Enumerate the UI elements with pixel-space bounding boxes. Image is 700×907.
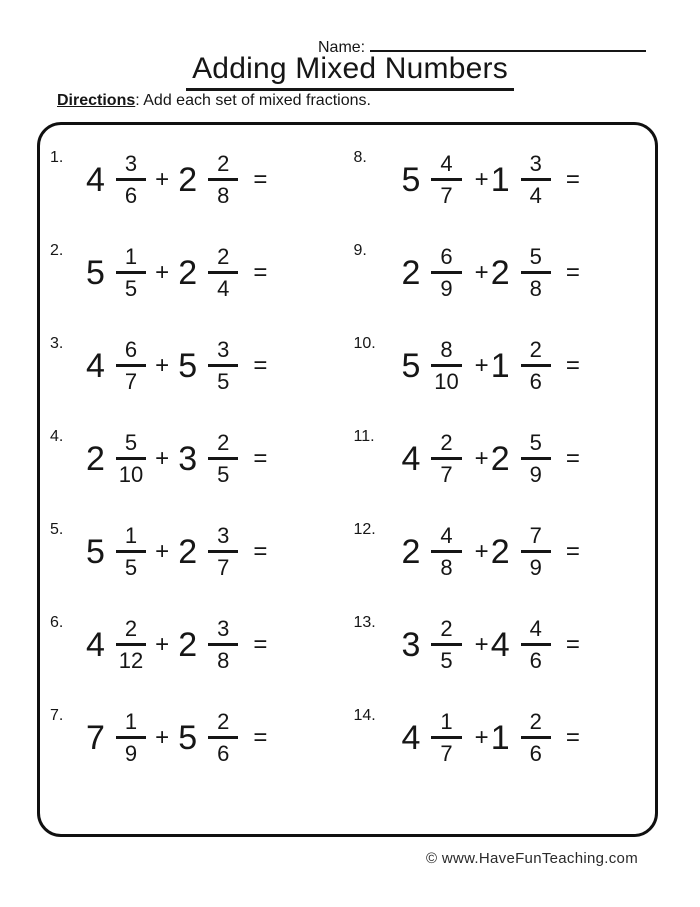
first-denominator: 8 (440, 555, 453, 580)
problem-number: 9. (353, 242, 367, 259)
first-numerator: 1 (116, 524, 146, 553)
directions-label: Directions (57, 92, 136, 109)
first-whole-number: 4 (86, 625, 105, 664)
second-denominator: 6 (529, 369, 542, 394)
second-numerator: 2 (208, 431, 238, 460)
name-fill-in-line (370, 37, 646, 52)
first-denominator: 10 (118, 462, 144, 487)
second-whole-number: 1 (490, 346, 510, 385)
second-fraction (208, 710, 238, 765)
equals-sign: = (565, 165, 580, 193)
first-denominator: 12 (118, 648, 144, 673)
second-numerator: 5 (521, 245, 551, 274)
second-fraction (521, 152, 551, 207)
first-denominator: 5 (124, 276, 138, 301)
first-fraction (116, 431, 146, 486)
second-whole-number: 2 (178, 160, 198, 199)
directions (57, 92, 371, 110)
problem-number: 4. (50, 428, 64, 445)
title-wrap (0, 52, 700, 91)
plus-sign: + (155, 444, 170, 472)
second-denominator: 4 (529, 183, 542, 208)
problem-number: 3. (50, 335, 64, 352)
copyright: © www.HaveFunTeaching.com (426, 850, 638, 867)
second-whole-number: 2 (490, 253, 510, 292)
problem-number: 14. (353, 707, 376, 724)
problem-row (50, 598, 352, 691)
second-whole-number: 2 (490, 532, 510, 571)
first-numerator: 6 (116, 338, 146, 367)
problem-number: 2. (50, 242, 64, 259)
second-fraction (521, 338, 551, 393)
plus-sign: + (474, 444, 489, 472)
page-title: Adding Mixed Numbers (186, 52, 514, 91)
first-whole-number: 4 (401, 439, 421, 478)
plus-sign: + (474, 630, 489, 658)
second-denominator: 7 (217, 555, 230, 580)
second-whole-number: 1 (490, 718, 510, 757)
second-denominator: 6 (529, 648, 542, 673)
first-numerator: 1 (116, 710, 146, 739)
first-numerator: 5 (116, 431, 146, 460)
second-numerator: 2 (208, 710, 238, 739)
problem-row (354, 226, 656, 319)
second-fraction (521, 245, 551, 300)
equals-sign: = (253, 258, 268, 286)
second-fraction (521, 710, 551, 765)
first-numerator: 1 (116, 245, 146, 274)
equals-sign: = (565, 351, 580, 379)
first-fraction (431, 431, 461, 486)
second-denominator: 5 (217, 462, 230, 487)
second-denominator: 8 (217, 648, 230, 673)
name-label: Name: (318, 39, 366, 56)
plus-sign: + (155, 630, 170, 658)
first-fraction (431, 338, 461, 393)
second-whole-number: 1 (490, 160, 510, 199)
plus-sign: + (155, 258, 170, 286)
first-numerator: 4 (431, 524, 461, 553)
problem-row (354, 412, 656, 505)
second-denominator: 8 (217, 183, 230, 208)
first-fraction (431, 152, 461, 207)
second-whole-number: 3 (178, 439, 198, 478)
equals-sign: = (565, 537, 580, 565)
first-fraction (116, 617, 146, 672)
first-denominator: 7 (440, 462, 453, 487)
first-fraction (116, 245, 146, 300)
first-whole-number: 5 (86, 532, 105, 571)
problem-row (50, 691, 352, 784)
equals-sign: = (253, 444, 268, 472)
first-whole-number: 5 (401, 346, 421, 385)
equals-sign: = (565, 444, 580, 472)
second-whole-number: 2 (490, 439, 510, 478)
second-numerator: 2 (208, 152, 238, 181)
problem-row (354, 598, 656, 691)
problems-column-right (352, 133, 656, 834)
second-numerator: 3 (208, 524, 238, 553)
first-denominator: 10 (434, 369, 459, 394)
second-fraction (521, 617, 551, 672)
plus-sign: + (474, 537, 489, 565)
first-whole-number: 5 (86, 253, 105, 292)
problem-number: 7. (50, 707, 64, 724)
second-fraction (521, 431, 551, 486)
first-whole-number: 4 (86, 160, 105, 199)
first-whole-number: 4 (86, 346, 105, 385)
second-numerator: 2 (208, 245, 238, 274)
second-numerator: 3 (208, 617, 238, 646)
first-whole-number: 3 (401, 625, 421, 664)
first-denominator: 6 (124, 183, 138, 208)
directions-text: : Add each set of mixed fractions. (135, 92, 371, 109)
second-whole-number: 2 (178, 253, 198, 292)
first-numerator: 8 (431, 338, 461, 367)
first-fraction (116, 152, 146, 207)
first-numerator: 2 (431, 617, 461, 646)
problem-number: 10. (353, 335, 376, 352)
problem-number: 6. (50, 614, 64, 631)
first-whole-number: 5 (401, 160, 421, 199)
first-numerator: 1 (431, 710, 461, 739)
second-numerator: 4 (521, 617, 551, 646)
second-fraction (208, 338, 238, 393)
second-numerator: 7 (521, 524, 551, 553)
first-numerator: 2 (116, 617, 146, 646)
second-whole-number: 5 (178, 346, 198, 385)
first-numerator: 6 (431, 245, 461, 274)
problem-row (354, 319, 656, 412)
second-numerator: 2 (521, 338, 551, 367)
problem-row (50, 133, 352, 226)
second-numerator: 3 (208, 338, 238, 367)
second-whole-number: 4 (490, 625, 510, 664)
first-whole-number: 2 (86, 439, 105, 478)
problems-column-left (40, 133, 352, 834)
first-denominator: 7 (440, 183, 453, 208)
first-fraction (431, 524, 461, 579)
second-fraction (208, 524, 238, 579)
equals-sign: = (253, 630, 268, 658)
second-denominator: 9 (529, 555, 542, 580)
first-fraction (431, 710, 461, 765)
problem-row (50, 319, 352, 412)
equals-sign: = (253, 165, 268, 193)
first-fraction (431, 245, 461, 300)
plus-sign: + (155, 351, 170, 379)
equals-sign: = (565, 723, 580, 751)
second-fraction (208, 617, 238, 672)
second-denominator: 6 (217, 741, 230, 766)
first-whole-number: 2 (401, 253, 421, 292)
first-denominator: 7 (440, 741, 453, 766)
first-whole-number: 7 (86, 718, 105, 757)
first-whole-number: 2 (401, 532, 421, 571)
plus-sign: + (474, 723, 489, 751)
problem-row (50, 226, 352, 319)
first-fraction (116, 338, 146, 393)
second-whole-number: 2 (178, 625, 198, 664)
second-denominator: 8 (529, 276, 542, 301)
second-fraction (521, 524, 551, 579)
first-denominator: 9 (440, 276, 453, 301)
first-numerator: 4 (431, 152, 461, 181)
second-denominator: 6 (529, 741, 542, 766)
problem-row (354, 133, 656, 226)
equals-sign: = (565, 630, 580, 658)
equals-sign: = (565, 258, 580, 286)
plus-sign: + (474, 165, 489, 193)
plus-sign: + (155, 723, 170, 751)
problem-number: 11. (353, 428, 375, 445)
second-whole-number: 2 (178, 532, 198, 571)
first-fraction (116, 524, 146, 579)
plus-sign: + (155, 537, 170, 565)
second-denominator: 4 (217, 276, 230, 301)
first-whole-number: 4 (401, 718, 421, 757)
second-numerator: 2 (521, 710, 551, 739)
first-denominator: 9 (124, 741, 138, 766)
second-whole-number: 5 (178, 718, 198, 757)
first-denominator: 5 (440, 648, 453, 673)
second-fraction (208, 431, 238, 486)
problem-row (354, 505, 656, 598)
equals-sign: = (253, 351, 268, 379)
first-denominator: 7 (124, 369, 138, 394)
first-numerator: 2 (431, 431, 461, 460)
first-fraction (116, 710, 146, 765)
problem-number: 5. (50, 521, 64, 538)
equals-sign: = (253, 723, 268, 751)
plus-sign: + (474, 351, 489, 379)
worksheet-box (37, 122, 658, 837)
first-numerator: 3 (116, 152, 146, 181)
plus-sign: + (155, 165, 170, 193)
problem-row (50, 505, 352, 598)
second-denominator: 5 (217, 369, 230, 394)
second-numerator: 3 (521, 152, 551, 181)
second-fraction (208, 152, 238, 207)
second-numerator: 5 (521, 431, 551, 460)
problem-row (354, 691, 656, 784)
problem-row (50, 412, 352, 505)
first-fraction (431, 617, 461, 672)
problem-number: 13. (353, 614, 376, 631)
plus-sign: + (474, 258, 489, 286)
equals-sign: = (253, 537, 268, 565)
problem-number: 1. (50, 149, 64, 166)
first-denominator: 5 (124, 555, 138, 580)
problem-number: 8. (353, 149, 367, 166)
second-denominator: 9 (529, 462, 542, 487)
problem-number: 12. (353, 521, 376, 538)
second-fraction (208, 245, 238, 300)
